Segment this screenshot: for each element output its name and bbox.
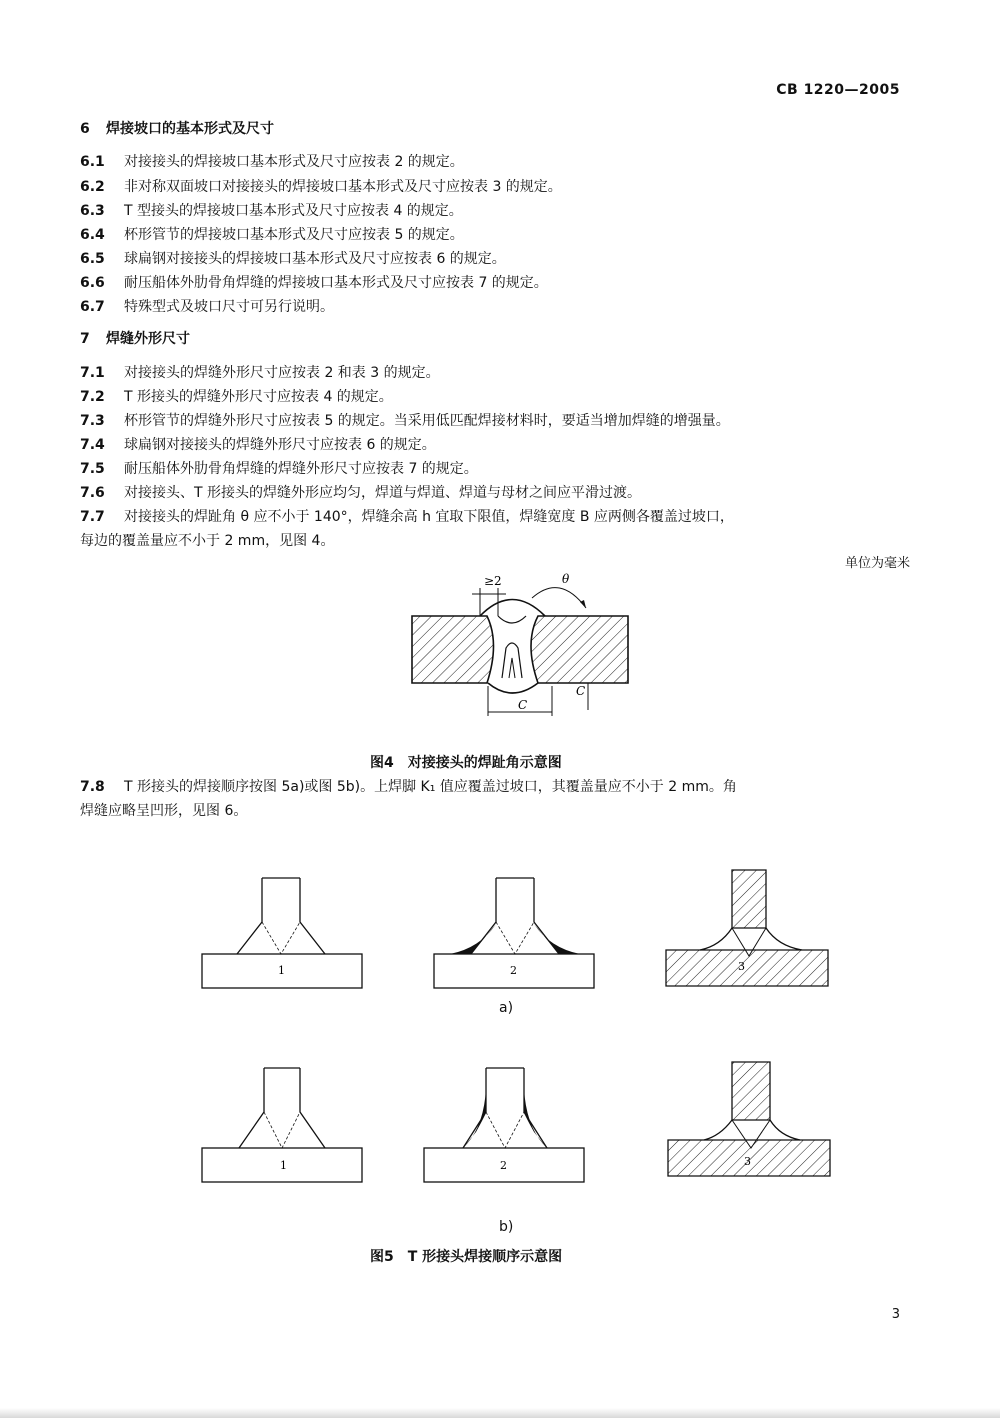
c-side-label: C [576,684,586,698]
clause-number: 7.6 [80,485,105,501]
page-bottom-edge [0,1408,1000,1418]
figure-4-caption: 图4 对接接头的焊趾角示意图 [370,755,562,771]
clause-number: 7.3 [80,413,105,429]
figure-5-t-joint-welding-sequence [180,858,850,1208]
clause-text: 耐压船体外肋骨角焊缝的焊缝外形尺寸应按表 7 的规定。 [124,461,478,477]
row-b-label-2: 2 [500,1159,507,1172]
clause-7-8-continued: 焊缝应略呈凹形，见图 6。 [80,803,248,819]
section-7-title: 焊缝外形尺寸 [106,331,190,347]
document-code-header: CB 1220—2005 [776,82,900,98]
clause-text: 非对称双面坡口对接接头的焊接坡口基本形式及尺寸应按表 3 的规定。 [124,179,562,195]
clause-number: 7.8 [80,779,105,795]
row-b-label-1: 1 [280,1159,287,1172]
right-plate [531,616,628,683]
clause-number: 6.7 [80,299,105,315]
clause-7-2 [80,387,393,407]
section-6-title: 焊接坡口的基本形式及尺寸 [106,121,274,137]
clause-text: 杯形管节的焊接坡口基本形式及尺寸应按表 5 的规定。 [124,227,464,243]
figure-4-butt-joint-diagram [400,568,640,718]
clause-text: T 形接头的焊缝外形尺寸应按表 4 的规定。 [124,389,393,405]
section-6-number: 6 [80,121,90,137]
clause-text: 杯形管节的焊缝外形尺寸应按表 5 的规定。当采用低匹配焊接材料时，要适当增加焊缝的增强量。 [124,413,730,429]
clause-7-3 [80,411,730,431]
clause-7-7-continued: 每边的覆盖量应不小于 2 mm，见图 4。 [80,533,335,549]
clause-number: 6.5 [80,251,105,267]
clause-text: 对接接头、T 形接头的焊缝外形应均匀，焊道与焊道、焊道与母材之间应平滑过渡。 [124,485,641,501]
clause-number: 6.3 [80,203,105,219]
min-2-label: ≥2 [484,574,502,588]
clause-6-6 [80,273,548,293]
clause-7-5 [80,459,478,479]
c-bottom-label: C [518,698,528,712]
clause-number: 6.6 [80,275,105,291]
clause-text: 对接接头的焊缝外形尺寸应按表 2 和表 3 的规定。 [124,365,440,381]
clause-7-1 [80,363,440,383]
clause-6-3 [80,201,463,221]
clause-7-8 [80,777,737,797]
row-a-label-3: 3 [738,960,745,973]
clause-6-7 [80,297,334,317]
clause-text: 对接接头的焊趾角 θ 应不小于 140°，焊缝余高 h 宜取下限值，焊缝宽度 B 应两侧各覆盖过坡口， [124,509,734,525]
clause-number: 6.1 [80,154,105,170]
clause-text: T 形接头的焊接顺序按图 5a)或图 5b)。上焊脚 K₁ 值应覆盖过坡口，其覆盖量应不小于 2 mm。角 [124,779,737,795]
clause-text: 球扁钢对接接头的焊接坡口基本形式及尺寸应按表 6 的规定。 [124,251,506,267]
clause-text: 球扁钢对接接头的焊缝外形尺寸应按表 6 的规定。 [124,437,436,453]
theta-label: θ [562,572,570,586]
row-a-label-1: 1 [278,964,285,977]
clause-6-1 [80,152,464,172]
figure-5a-label: a) [499,1000,514,1016]
clause-number: 7.2 [80,389,105,405]
row-b-label-3: 3 [744,1155,751,1168]
clause-text: 耐压船体外肋骨角焊缝的焊接坡口基本形式及尺寸应按表 7 的规定。 [124,275,548,291]
clause-text: 对接接头的焊接坡口基本形式及尺寸应按表 2 的规定。 [124,154,464,170]
clause-number: 6.4 [80,227,105,243]
clause-7-4 [80,435,436,455]
section-7-heading [80,329,190,349]
clause-number: 6.2 [80,179,105,195]
clause-text: 特殊型式及坡口尺寸可另行说明。 [124,299,334,315]
clause-number: 7.4 [80,437,105,453]
clause-6-2 [80,177,562,197]
left-plate [412,616,494,683]
clause-text: T 型接头的焊接坡口基本形式及尺寸应按表 4 的规定。 [124,203,463,219]
section-7-number: 7 [80,331,90,347]
figure-5-caption: 图5 T 形接头焊接顺序示意图 [370,1249,563,1265]
section-6-heading [80,119,274,139]
clause-number: 7.7 [80,509,105,525]
clause-7-7 [80,507,734,527]
clause-7-6 [80,483,641,503]
clause-6-4 [80,225,464,245]
clause-number: 7.5 [80,461,105,477]
figure-5b-label: b) [499,1219,514,1235]
clause-number: 7.1 [80,365,105,381]
row-a-label-2: 2 [510,964,517,977]
unit-note: 单位为毫米 [844,556,910,571]
clause-6-5 [80,249,506,269]
row-a-step-3 [666,870,828,986]
page-number: 3 [891,1307,900,1322]
